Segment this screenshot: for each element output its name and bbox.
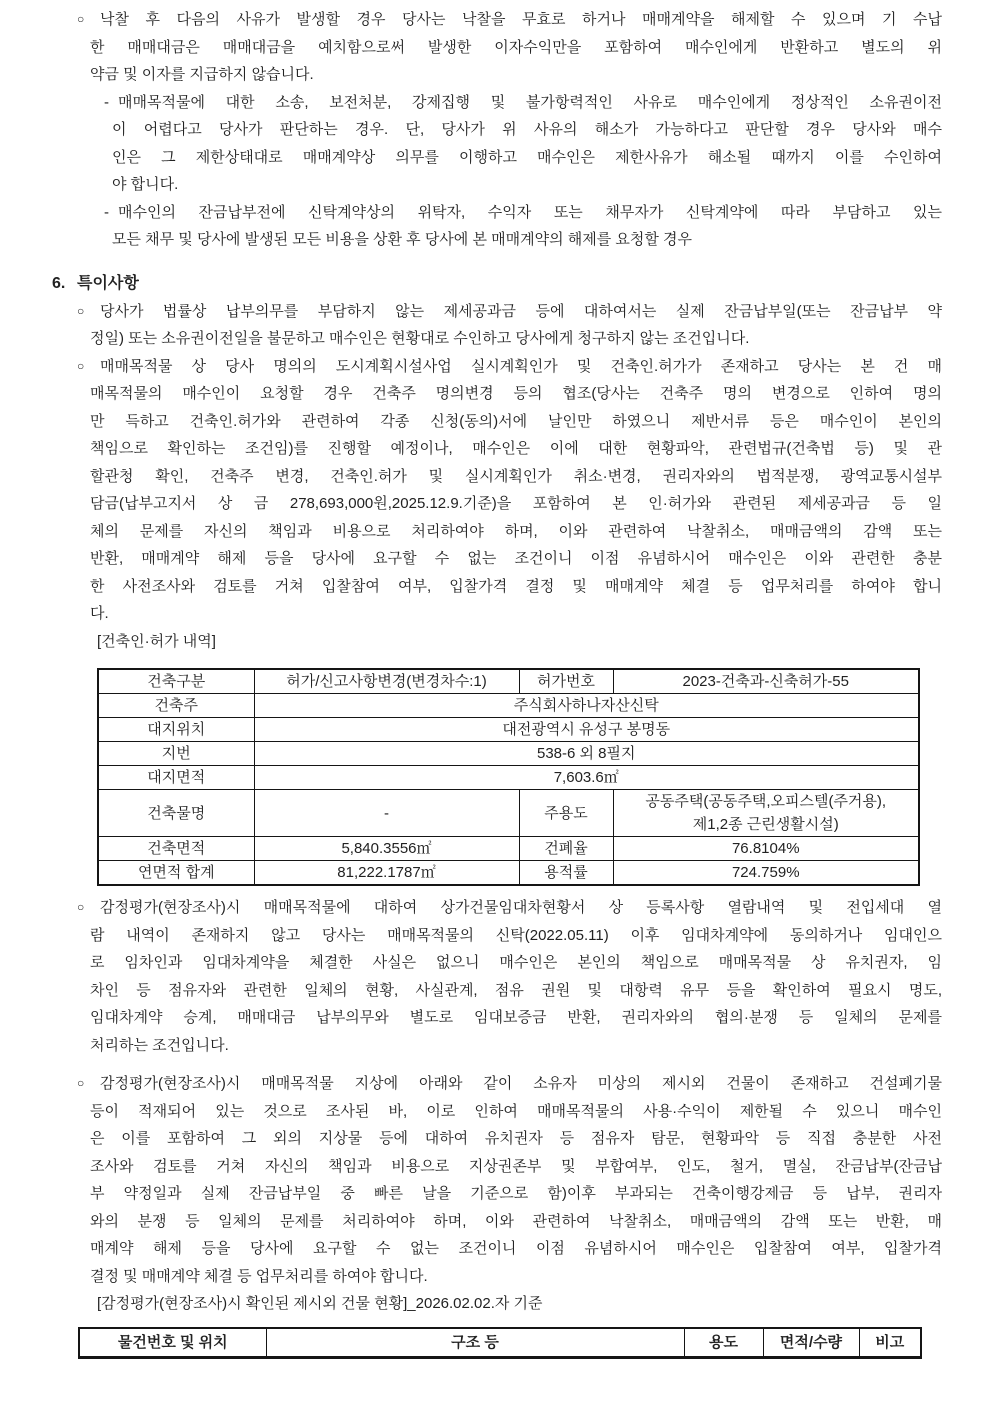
exterior-table-caption: [감정평가(현장조사)시 확인된 제시외 건물 현황]_2026.02.02.자 기준 <box>97 1295 543 1312</box>
text-line: 로 임차인과 임대차계약을 체결한 사실은 없으니 매수인은 본인의 책임으로 매매목적물 상 유치권자, 임 <box>90 954 942 971</box>
text-line: 감정평가(현장조사)시 매매목적물 지상에 아래와 같이 소유자 미상의 제시외 건물이 존재하고 건설폐기물 <box>100 1075 942 1092</box>
text-line: 정일) 또는 소유권이전일을 불문하고 매수인은 현황대로 수인하고 당사에게 청구하지 않는 조건입니다. <box>90 330 750 347</box>
text-line: 할관청 확인, 건축주 변경, 건축인.허가 및 실시계획인가 취소·변경, 권리자와의 법적분쟁, 광역교통시설부 <box>90 467 942 485</box>
text-line: 제1,2종 근린생활시설) <box>692 816 839 833</box>
text-line: 한 매매대금은 매매대금을 예치함으로써 발생한 이자수익만을 포함하여 매수인에게 반환하고 별도의 위 <box>90 38 942 56</box>
text-line: 매계약 해제 등을 당사에 요구할 수 없는 조건이니 이점 유념하시어 매수인은 입찰참여 여부, 입찰가격 <box>90 1240 942 1257</box>
text-line: 결정 및 매매계약 체결 등 업무처리를 하여야 합니다. <box>90 1267 428 1285</box>
special-terms-bullet-3 <box>77 894 942 1059</box>
text-line: 이 어렵다고 당사가 판단하는 경우. 단, 당사가 위 사유의 해소가 가능하다고 판단할 경우 당사와 매수 <box>112 121 942 138</box>
permit-table-caption: [건축인·허가 내역] <box>97 632 216 650</box>
cell-total-floor-area-label: 연면적 합계 <box>98 861 254 886</box>
text-line: 다. <box>90 605 109 622</box>
cell-building-area-label: 건축면적 <box>98 837 254 861</box>
cell-lot-number-value: 538-6 외 8필지 <box>254 742 919 766</box>
cell-site-location-value: 대전광역시 유성구 봉명동 <box>254 718 919 742</box>
intro-paragraph <box>77 6 942 254</box>
dash-marker: - <box>104 93 109 111</box>
text-line: 매목적물의 매수인이 요청할 경우 건축주 명의변경 등의 협조(당사는 건축주 명의 변경으로 인하여 명의 <box>90 385 942 402</box>
text-line: 야 합니다. <box>112 176 179 193</box>
text-line: 체의 문제를 자신의 책임과 비용으로 처리하여야 하며, 이와 관련하여 낙찰취소, 매매금액의 감액 또는 <box>90 522 942 540</box>
table-row <box>98 790 919 837</box>
special-terms-bullet-4 <box>77 1070 942 1290</box>
cell-site-area-value: 7,603.6㎡ <box>254 766 919 790</box>
cell-permit-type-value: 허가/신고사항변경(변경차수:1) <box>254 669 519 694</box>
circle-bullet-marker: ○ <box>77 303 85 318</box>
text-line: 만 득하고 건축인.허가와 관련하여 각종 신청(동의)서에 날인만 하였으니 제반서류 등은 매수인이 본인의 <box>90 412 942 430</box>
cell-permit-no-label: 허가번호 <box>519 669 613 694</box>
cell-floor-area-ratio-label: 용적률 <box>519 861 613 886</box>
cell-total-floor-area-value: 81,222.1787㎡ <box>254 861 519 886</box>
intro-subitem-1 <box>104 89 942 199</box>
text-line: 차인 등 점유자와 관련한 일체의 현황, 사실관계, 점유 권원 및 대항력 유무 등을 확인하여 필요시 명도, <box>90 981 942 999</box>
cell-coverage-ratio-label: 건폐율 <box>519 837 613 861</box>
circle-bullet-marker: ○ <box>77 900 85 914</box>
table-row <box>98 718 919 742</box>
section-title: 특이사항 <box>77 274 139 292</box>
text-line: 약금 및 이자를 지급하지 않습니다. <box>90 66 314 83</box>
text-line: 감정평가(현장조사)시 매매목적물에 대하여 상가건물임대차현황서 상 등록사항 열람내역 및 전입세대 열 <box>100 899 942 916</box>
cell-coverage-ratio-value: 76.8104% <box>613 837 919 861</box>
cell-building-name-label: 건축물명 <box>98 790 254 837</box>
dash-marker: - <box>104 203 109 221</box>
text-line: 은 이를 포함하여 그 외의 지상물 등에 대하여 유치권자 등 점유자 탐문, 현황파악 등 직접 충분한 사전 <box>90 1130 942 1147</box>
text-line: 임대차계약 승계, 매매대금 납부의무와 별도로 임대보증금 반환, 권리자와의 협의·분쟁 등 일체의 문제를 <box>90 1009 942 1026</box>
text-line: 낙찰 후 다음의 사유가 발생할 경우 당사는 낙찰을 무효로 하거나 매매계약을 해제할 수 있으며 기 수납 <box>100 11 942 28</box>
special-terms-bullet-2 <box>77 353 942 628</box>
column-header-remarks: 비고 <box>859 1328 921 1358</box>
special-terms-bullet-1 <box>77 298 942 353</box>
intro-subitem-2 <box>104 199 942 254</box>
text-line: 부 약정일과 실제 잔금납부일 중 빠른 날을 기준으로 함)이후 부과되는 건축이행강제금 등 납부, 권리자 <box>90 1185 942 1202</box>
circle-bullet-marker: ○ <box>77 1076 85 1090</box>
text-line: 람 내역이 존재하지 않고 당사는 매매목적물의 신탁(2022.05.11) 이후 임대차계약에 동의하거나 임대인으 <box>90 926 942 944</box>
text-line: 반환, 매매계약 해제 등을 당사에 요구할 수 없는 조건이니 이점 유념하시어 매수인은 이와 관련한 충분 <box>90 550 942 567</box>
cell-building-area-value: 5,840.3556㎡ <box>254 837 519 861</box>
text-line: 조사와 검토를 거쳐 자신의 책임과 비용으로 지상권존부 및 부합여부, 인도, 철거, 멸실, 잔금납부(잔금납 <box>90 1157 942 1175</box>
text-line: 매수인의 잔금납부전에 신탁계약상의 위탁자, 수익자 또는 채무자가 신탁계약에 따라 부담하고 있는 <box>118 203 942 221</box>
text-line: 책임으로 확인하는 조건임)를 진행할 예정이나, 매수인은 이에 대한 현황파악, 관련법규(건축법 등) 및 관 <box>90 440 942 457</box>
cell-owner-value: 주식회사하나자산신탁 <box>254 694 919 718</box>
table-row <box>98 766 919 790</box>
section-number: 6. <box>52 274 66 292</box>
cell-main-use-value <box>613 790 919 837</box>
table-row <box>98 669 919 694</box>
cell-main-use-label: 주용도 <box>519 790 613 837</box>
text-line: 처리하는 조건입니다. <box>90 1036 229 1054</box>
text-line: 공동주택(공동주택,오피스텔(주거용), <box>645 793 887 810</box>
cell-permit-no-value: 2023-건축과-신축허가-55 <box>613 669 919 694</box>
text-line: 매매목적물 상 당사 명의의 도시계획시설사업 실시계획인가 및 건축인.허가가 존재하고 당사는 본 건 매 <box>100 357 942 375</box>
cell-floor-area-ratio-value: 724.759% <box>613 861 919 886</box>
column-header-structure: 구조 등 <box>266 1328 684 1358</box>
table-row <box>98 742 919 766</box>
table-row <box>98 861 919 886</box>
circle-bullet-marker: ○ <box>77 12 85 26</box>
cell-owner-label: 건축주 <box>98 694 254 718</box>
permit-table <box>97 668 920 886</box>
text-line: 한 사전조사와 검토를 거쳐 입찰참여 여부, 입찰가격 결정 및 매매계약 체결 등 업무처리를 하여야 합니 <box>90 577 942 595</box>
table-row <box>98 694 919 718</box>
cell-lot-number-label: 지번 <box>98 742 254 766</box>
column-header-use: 용도 <box>684 1328 763 1358</box>
table-row <box>98 837 919 861</box>
cell-building-name-value: - <box>254 790 519 837</box>
text-line: 등이 적재되어 있는 것으로 조사된 바, 이로 인하여 매매목적물의 사용·수익이 제한될 수 있으니 매수인 <box>90 1102 942 1120</box>
text-line: 인은 그 제한상태대로 매매계약상 의무를 이행하고 매수인은 제한사유가 해소될 때까지 이를 수인하여 <box>112 148 942 166</box>
text-line: 모든 채무 및 당사에 발생된 모든 비용을 상환 후 당사에 본 매매계약의 해제를 요청할 경우 <box>112 231 692 248</box>
section-heading <box>52 270 992 298</box>
text-line: 담금(납부고지서 상 금 278,693,000원,2025.12.9.기준)을 포함하여 본 인·허가와 관련된 제세공과금 등 일 <box>90 495 942 512</box>
table-header-row <box>79 1328 921 1358</box>
cell-permit-type-label: 건축구분 <box>98 669 254 694</box>
text-line: 당사가 법률상 납부의무를 부담하지 않는 제세공과금 등에 대하여서는 실제 잔금납부일(또는 잔금납부 약 <box>100 302 942 320</box>
cell-site-location-label: 대지위치 <box>98 718 254 742</box>
cell-site-area-label: 대지면적 <box>98 766 254 790</box>
exterior-building-table <box>78 1327 922 1359</box>
column-header-area-quantity: 면적/수량 <box>763 1328 859 1358</box>
text-line: 매매목적물에 대한 소송, 보전처분, 강제집행 및 불가항력적인 사유로 매수인에게 정상적인 소유권이전 <box>118 93 942 111</box>
column-header-item-location: 물건번호 및 위치 <box>79 1328 266 1358</box>
circle-bullet-marker: ○ <box>77 358 85 373</box>
text-line: 와의 분쟁 등 일체의 문제를 처리하여야 하며, 이와 관련하여 낙찰취소, 매매금액의 감액 또는 반환, 매 <box>90 1212 942 1230</box>
